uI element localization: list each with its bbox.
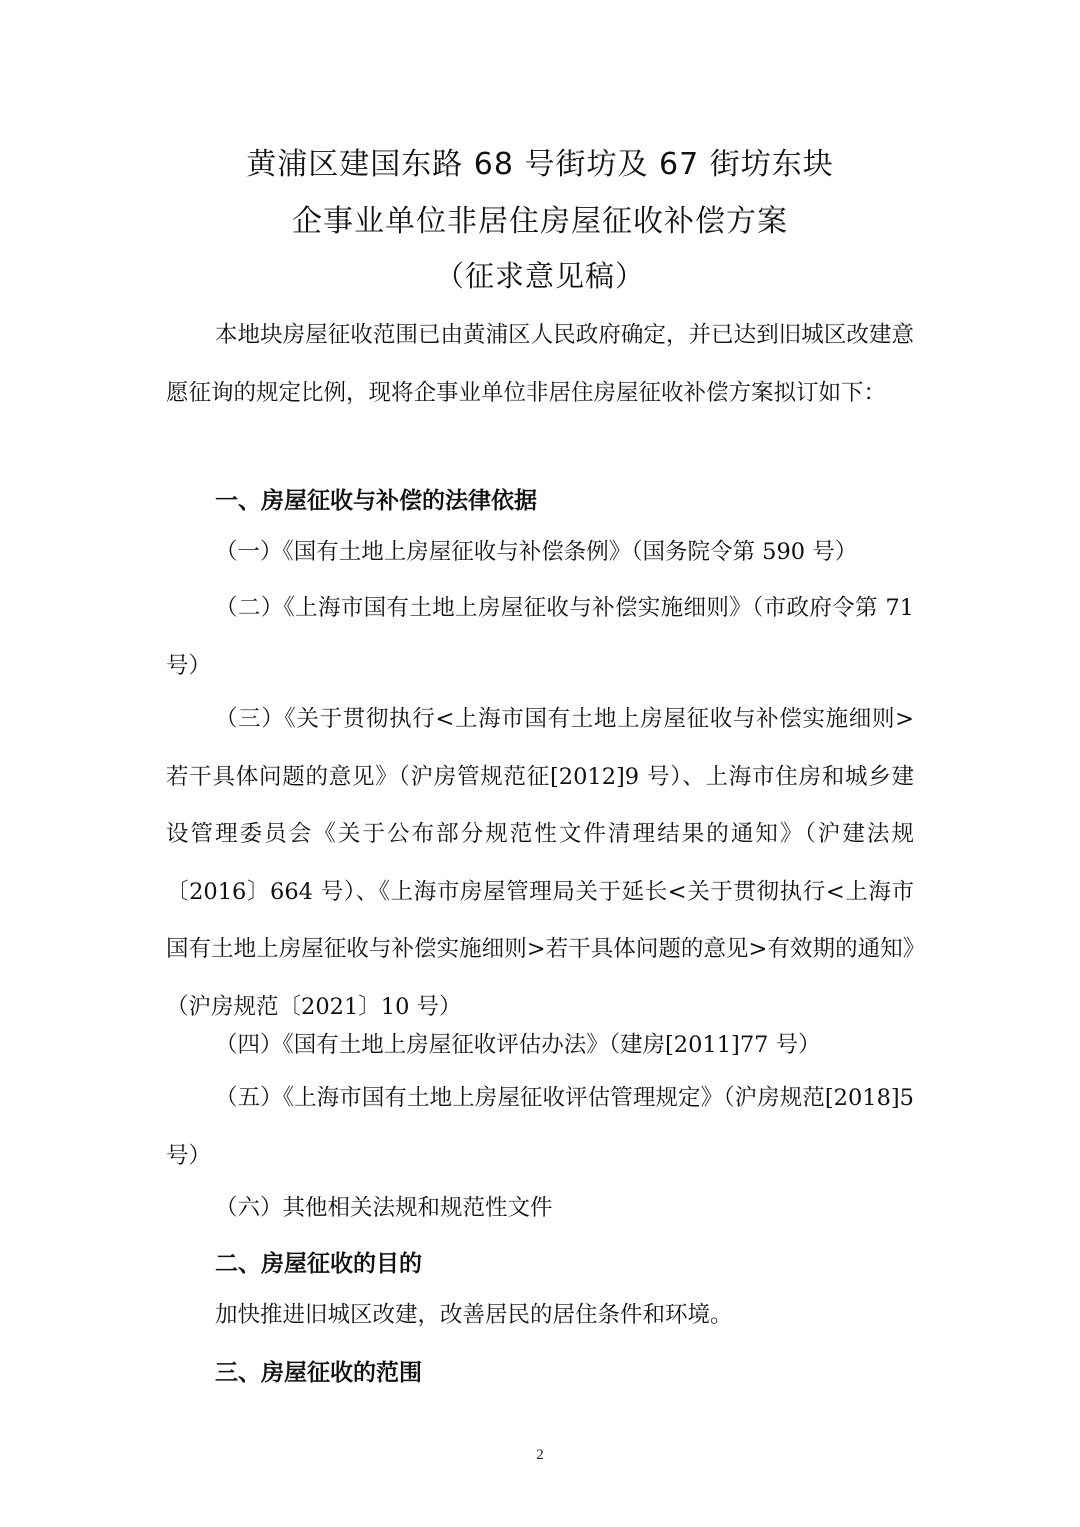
legal-basis-item-2: （二）《上海市国有土地上房屋征收与补偿实施细则》（市政府令第 71 号） (166, 595, 914, 679)
page-number: 2 (536, 1447, 544, 1463)
legal-basis-item-5: （五）《上海市国有土地上房屋征收评估管理规定》（沪房规范[2018]5 号） (166, 1085, 914, 1169)
intro-paragraph: 本地块房屋征收范围已由黄浦区人民政府确定，并已达到旧城区改建意愿征询的规定比例，现将企事业单位非居住房屋征收补偿方案拟订如下： (166, 322, 914, 406)
document-title-line-1: 黄浦区建国东路 68 号街坊及 67 街坊东块 (246, 147, 834, 182)
document-subtitle: （征求意见稿） (434, 259, 645, 293)
section-2-heading: 二、房屋征收的目的 (215, 1251, 422, 1277)
legal-basis-item-6: （六）其他相关法规和规范性文件 (215, 1195, 553, 1221)
section-1-heading: 一、房屋征收与补偿的法律依据 (215, 488, 537, 514)
document-title-line-2: 企事业单位非居住房屋征收补偿方案 (292, 204, 788, 239)
legal-basis-item-4: （四）《国有土地上房屋征收评估办法》（建房[2011]77 号） (215, 1032, 821, 1058)
section-2-text: 加快推进旧城区改建，改善居民的居住条件和环境。 (215, 1302, 733, 1328)
legal-basis-item-3: （三）《关于贯彻执行<上海市国有土地上房屋征收与补偿实施细则>若干具体问题的意见》（沪房管规范征[2012]9 号）、上海市住房和城乡建设管理委员会《关于公布部分规范性文件清理结果的通知》（沪建法规〔2016〕664 号）、《上海市房屋管理局关于延长<关于贯彻执行<上海市国有土地上房屋征收与补偿实施细则>若干具体问题的意见>有效期的通知》（沪房规范〔2021〕10 号） (166, 706, 914, 1020)
section-3-heading: 三、房屋征收的范围 (215, 1360, 422, 1386)
legal-basis-item-1: （一）《国有土地上房屋征收与补偿条例》（国务院令第 590 号） (215, 539, 858, 565)
